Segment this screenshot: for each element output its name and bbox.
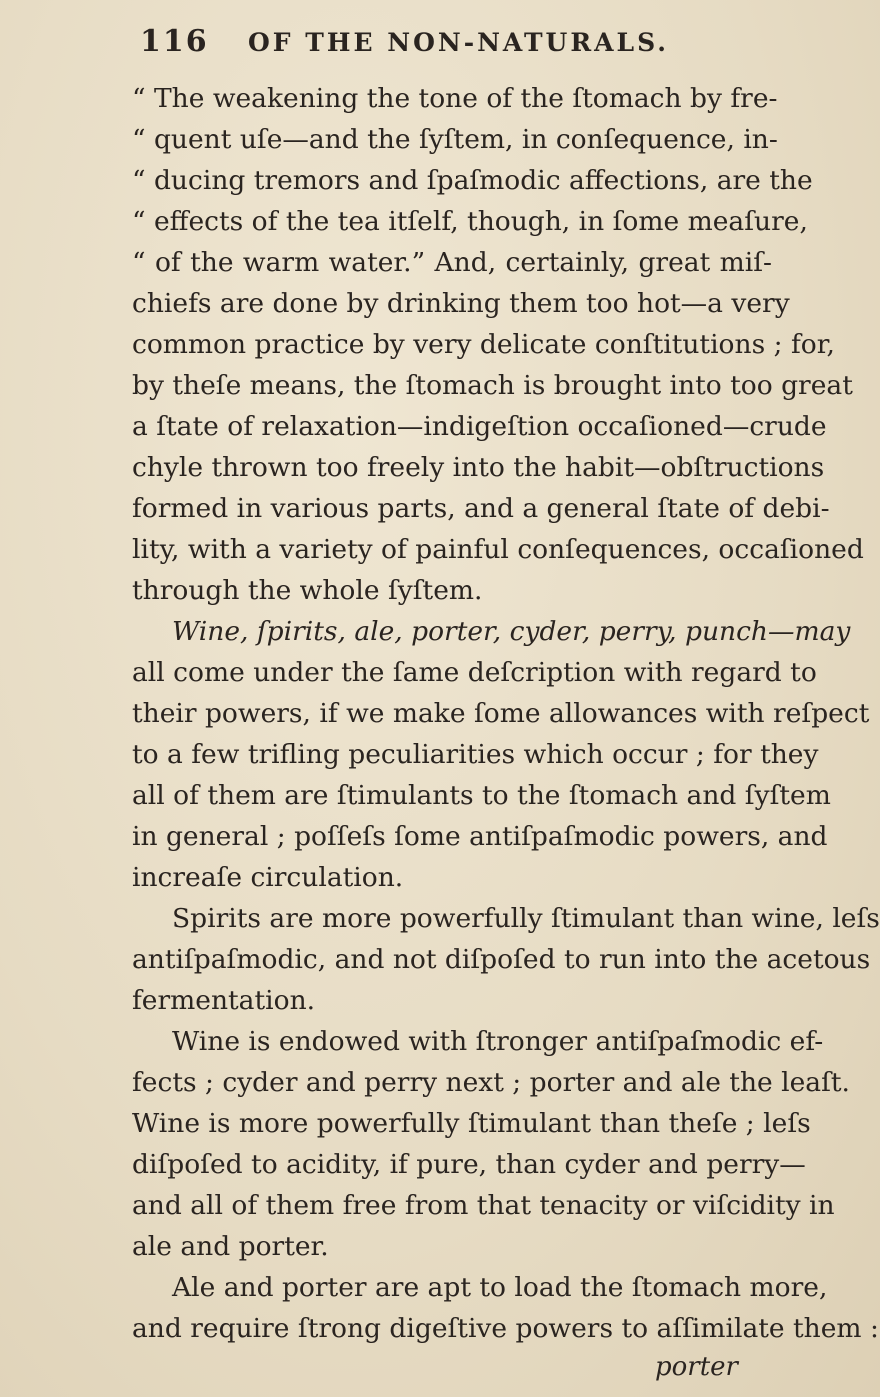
text-line: and all of them free from that tenacity or viſcidity in (132, 1190, 835, 1221)
text-line: chyle thrown too freely into the habit—obſtructions (132, 452, 825, 483)
text-line: Spirits are more powerfully ſtimulant than wine, leſs (172, 903, 880, 934)
text-line: “ of the warm water.” And, certainly, great miſ- (132, 247, 772, 278)
text-line: Wine is more powerfully ſtimulant than theſe ; leſs (132, 1108, 811, 1139)
catchword: porter (655, 1352, 738, 1382)
text-line: “ effects of the tea itſelf, though, in ſome meaſure, (132, 206, 808, 237)
text-line: lity, with a variety of painful conſequences, occaſioned (132, 534, 864, 565)
text-line: by theſe means, the ſtomach is brought into too great (132, 370, 853, 401)
text-line: a ſtate of relaxation—indigeſtion occaſioned—crude (132, 411, 827, 442)
text-line: fermentation. (132, 985, 316, 1016)
text-line: increaſe circulation. (132, 862, 404, 893)
text-line: Wine is endowed with ſtronger antiſpaſmodic ef- (172, 1026, 824, 1057)
text-line: Ale and porter are apt to load the ſtomach more, (172, 1272, 828, 1303)
text-line: all of them are ſtimulants to the ſtomach and ſyſtem (132, 780, 831, 811)
text-line: “ The weakening the tone of the ſtomach by fre- (132, 83, 778, 114)
text-line: and require ſtrong digeſtive powers to aſſimilate them : (132, 1313, 879, 1344)
text-line: chiefs are done by drinking them too hot—a very (132, 288, 790, 319)
text-line: in general ; poſſeſs ſome antiſpaſmodic powers, and (132, 821, 828, 852)
text-line: common practice by very delicate conſtitutions ; for, (132, 329, 835, 360)
text-line: their powers, if we make ſome allowances with reſpect (132, 698, 870, 729)
body-text (132, 78, 880, 1349)
text-line: through the whole ſyſtem. (132, 575, 483, 606)
page-header (140, 24, 760, 74)
text-line: ale and porter. (132, 1231, 329, 1262)
text-line: “ quent uſe—and the ſyſtem, in conſequence, in- (132, 124, 778, 155)
text-line: Wine, ſpirits, ale, porter, cyder, perry, punch—may (172, 616, 851, 647)
page-number: 116 (140, 24, 209, 59)
text-line: all come under the ſame deſcription with regard to (132, 657, 817, 688)
text-line: antiſpaſmodic, and not diſpoſed to run into the acetous (132, 944, 871, 975)
running-head: OF THE NON-NATURALS. (248, 28, 669, 57)
text-line: diſpoſed to acidity, if pure, than cyder and perry— (132, 1149, 806, 1180)
text-line: fects ; cyder and perry next ; porter and ale the leaſt. (132, 1067, 850, 1098)
text-line: “ ducing tremors and ſpaſmodic affections, are the (132, 165, 813, 196)
text-line: formed in various parts, and a general ſtate of debi- (132, 493, 830, 524)
text-line: to a few trifling peculiarities which occur ; for they (132, 739, 819, 770)
